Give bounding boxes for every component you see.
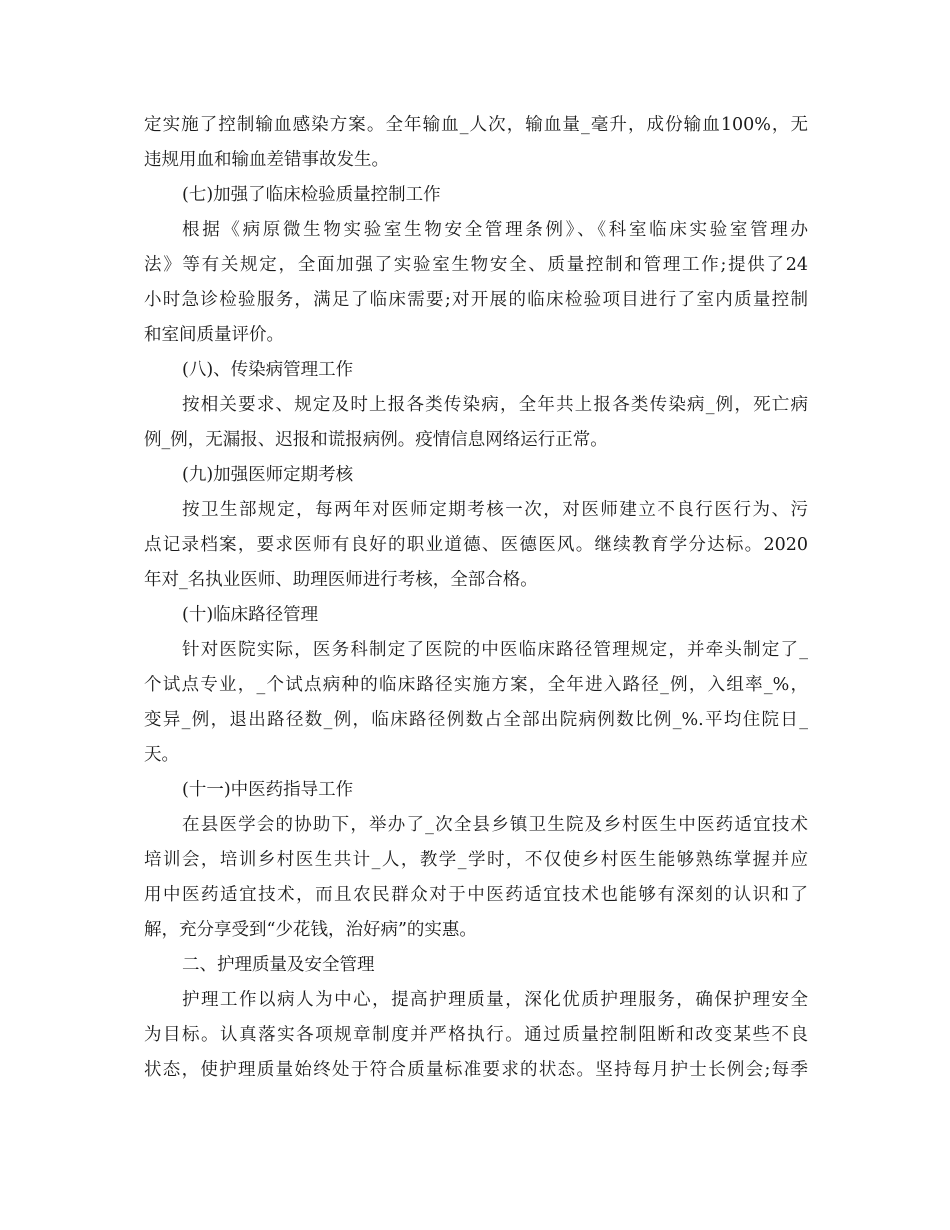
- paragraph-line: 根据《病原微生物实验室生物安全管理条例》、《科室临床实验室管理办: [182, 220, 808, 240]
- paragraph-line: 天。: [144, 745, 179, 765]
- paragraph-line: 用中医药适宜技术，而且农民群众对于中医药适宜技术也能够有深刻的认识和了: [144, 885, 808, 905]
- section-heading: (八)、传染病管理工作: [182, 360, 354, 380]
- paragraph-line: 针对医院实际，医务科制定了医院的中医临床路径管理规定，并牵头制定了_: [182, 640, 808, 660]
- paragraph-line: 点记录档案，要求医师有良好的职业道德、医德医风。继续教育学分达标。2020: [144, 535, 808, 555]
- paragraph-line: 定实施了控制输血感染方案。全年输血_人次，输血量_毫升，成份输血100%，无: [144, 115, 808, 135]
- paragraph-line: 个试点专业，_个试点病种的临床路径实施方案，全年进入路径_例，入组率_%，: [144, 675, 808, 695]
- document-body: [144, 108, 808, 1088]
- paragraph-line: 培训会，培训乡村医生共计_人，教学_学时，不仅使乡村医生能够熟练掌握并应: [144, 850, 808, 870]
- paragraph-line: 违规用血和输血差错事故发生。: [144, 150, 389, 170]
- paragraph-line: 按相关要求、规定及时上报各类传染病，全年共上报各类传染病_例，死亡病: [182, 395, 808, 415]
- section-heading: (十)临床路径管理: [182, 605, 319, 625]
- paragraph-line: 和室间质量评价。: [144, 325, 284, 345]
- section-heading: (十一)中医药指导工作: [182, 780, 354, 800]
- paragraph-line: 按卫生部规定，每两年对医师定期考核一次，对医师建立不良行医行为、污: [182, 500, 808, 520]
- section-heading: 二、护理质量及安全管理: [182, 955, 375, 975]
- paragraph-line: 小时急诊检验服务，满足了临床需要;对开展的临床检验项目进行了室内质量控制: [144, 290, 808, 310]
- paragraph-line: 变异_例，退出路径数_例，临床路径例数占全部出院病例数比例_%.平均住院日_: [144, 710, 808, 730]
- section-heading: (七)加强了临床检验质量控制工作: [182, 185, 441, 205]
- paragraph-line: 状态，使护理质量始终处于符合质量标准要求的状态。坚持每月护士长例会;每季: [144, 1060, 808, 1080]
- paragraph-line: 护理工作以病人为中心，提高护理质量，深化优质护理服务，确保护理安全: [182, 990, 808, 1010]
- paragraph-line: 解，充分享受到“少花钱，治好病”的实惠。: [144, 920, 477, 940]
- paragraph-line: 法》等有关规定，全面加强了实验室生物安全、质量控制和管理工作;提供了24: [144, 255, 808, 275]
- paragraph-line: 年对_名执业医师、助理医师进行考核，全部合格。: [144, 570, 538, 590]
- paragraph-line: 为目标。认真落实各项规章制度并严格执行。通过质量控制阻断和改变某些不良: [144, 1025, 808, 1045]
- paragraph-line: 在县医学会的协助下，举办了_次全县乡镇卫生院及乡村医生中医药适宜技术: [182, 815, 808, 835]
- section-heading: (九)加强医师定期考核: [182, 465, 354, 485]
- paragraph-line: 例_例，无漏报、迟报和谎报病例。疫情信息网络运行正常。: [144, 430, 608, 450]
